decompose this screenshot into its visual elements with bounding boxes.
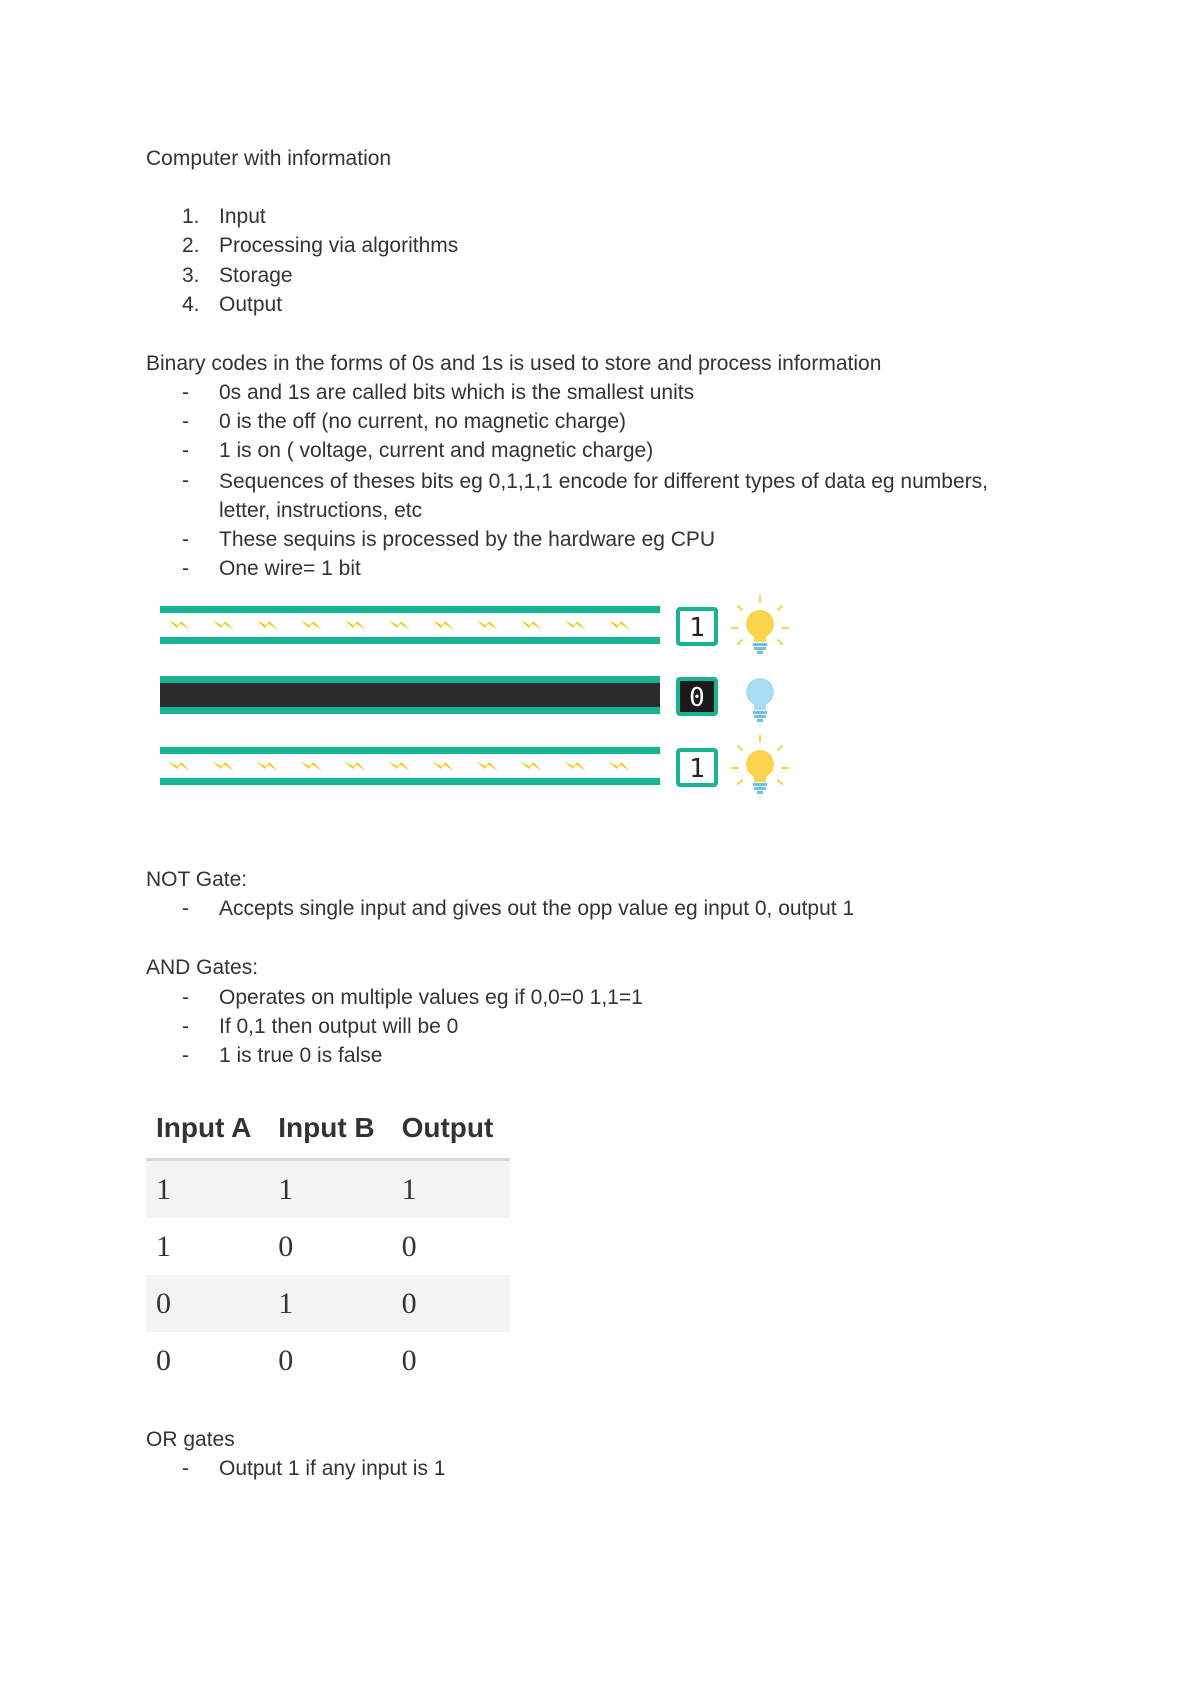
bullet-text: Sequences of theses bits eg 0,1,1,1 encode for different types of data eg numbers, letter, instructions, etc (219, 470, 988, 522)
bullet-dash: - (182, 897, 189, 920)
bit-value: 1 (689, 613, 705, 643)
bit-box (678, 609, 716, 644)
intro-title: Computer with information (146, 147, 392, 170)
bullet-dash: - (182, 1015, 189, 1038)
bullet-dash: - (182, 557, 189, 580)
bit-value: 0 (689, 683, 705, 713)
column-header: Output (392, 1098, 510, 1160)
list-item-text: Processing via algorithms (219, 234, 459, 257)
and-gates-heading: AND Gates: (146, 956, 259, 979)
bullet-dash: - (182, 410, 189, 433)
list-item-text: Input (219, 205, 266, 228)
list-number: 1. (182, 205, 200, 228)
or-gates-heading: OR gates (146, 1428, 235, 1451)
list-item-text: Output (219, 293, 283, 316)
bullet-text: If 0,1 then output will be 0 (219, 1015, 459, 1038)
table-cell: 1 (146, 1160, 268, 1219)
wire-bits-diagram (160, 592, 820, 812)
table-cell: 0 (268, 1218, 391, 1275)
table-row (146, 1332, 510, 1389)
table-cell: 1 (146, 1218, 268, 1275)
table-cell: 1 (392, 1160, 510, 1219)
table-row (146, 1275, 510, 1332)
table-cell: 0 (268, 1332, 391, 1389)
bit-value: 1 (689, 754, 705, 784)
bullet-dash: - (182, 1044, 189, 1067)
table-cell: 0 (146, 1332, 268, 1389)
list-number: 2. (182, 234, 200, 257)
bullet-dash: - (182, 381, 189, 404)
bullet-text: These sequins is processed by the hardware eg CPU (219, 528, 716, 551)
bulb-off-icon (746, 678, 774, 722)
wire-off (160, 676, 660, 714)
table-row (146, 1218, 510, 1275)
bullet-dash: - (182, 986, 189, 1009)
column-header: Input B (268, 1098, 391, 1160)
bullet-text: 1 is true 0 is false (219, 1044, 383, 1067)
not-gate-heading: NOT Gate: (146, 868, 248, 891)
bullet-dash: - (182, 528, 189, 551)
bullet-dash: - (182, 1457, 189, 1480)
table-cell: 0 (392, 1332, 510, 1389)
table-cell: 1 (268, 1160, 391, 1219)
bit-box (678, 750, 716, 785)
table-row (146, 1160, 510, 1219)
bullet-text: 0 is the off (no current, no magnetic charge) (219, 410, 626, 433)
bullet-dash: - (182, 439, 189, 462)
bullet-dash: - (182, 469, 189, 492)
table-header-row (146, 1098, 510, 1160)
list-number: 4. (182, 293, 200, 316)
bulb-on-icon (732, 736, 788, 794)
column-header: Input A (146, 1098, 268, 1160)
table-cell: 0 (392, 1218, 510, 1275)
wire-on (160, 606, 660, 644)
bit-box (678, 679, 716, 714)
bullet-text: One wire= 1 bit (219, 557, 361, 580)
table-cell: 0 (392, 1275, 510, 1332)
bulb-on-icon (732, 596, 788, 654)
wire-on (160, 747, 660, 785)
list-item-text: Storage (219, 264, 293, 287)
binary-heading: Binary codes in the forms of 0s and 1s is used to store and process information (146, 352, 882, 375)
and-truth-table (146, 1098, 510, 1389)
bullet-text: 1 is on ( voltage, current and magnetic charge) (219, 439, 654, 462)
bullet-text: Operates on multiple values eg if 0,0=0 1,1=1 (219, 986, 643, 1009)
list-number: 3. (182, 264, 200, 287)
table-cell: 0 (146, 1275, 268, 1332)
table-cell: 1 (268, 1275, 391, 1332)
bullet-text: 0s and 1s are called bits which is the smallest units (219, 381, 695, 404)
bullet-text: Accepts single input and gives out the opp value eg input 0, output 1 (219, 897, 855, 920)
bullet-text: Output 1 if any input is 1 (219, 1457, 446, 1480)
